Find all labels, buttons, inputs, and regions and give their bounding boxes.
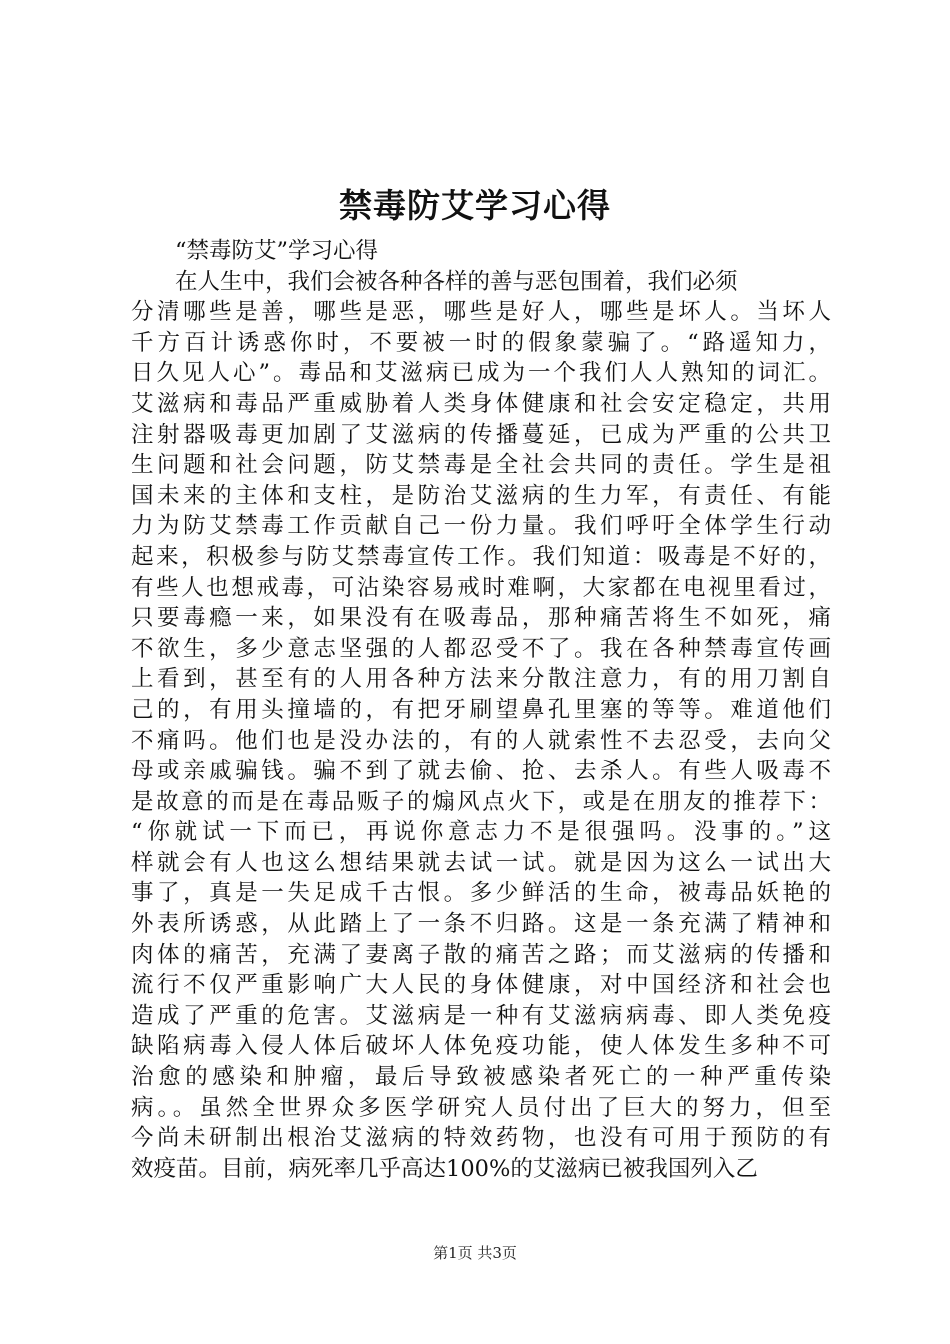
document-subtitle: “禁毒防艾”学习心得 (175, 238, 379, 264)
paragraph-line: 己的，有用头撞墙的，有把牙刷望鼻孔里塞的等等。难道他们 (131, 696, 831, 723)
paragraph-line: 是故意的而是在毒品贩子的煽风点火下，或是在朋友的推荐下： (131, 788, 831, 815)
paragraph-line: 流行不仅严重影响广大人民的身体健康，对中国经济和社会也 (131, 972, 831, 999)
paragraph-line: 国未来的主体和支柱，是防治艾滋病的生力军，有责任、有能 (131, 482, 831, 509)
document-title: 禁毒防艾学习心得 (339, 186, 611, 225)
paragraph-line: 艾滋病和毒品严重威胁着人类身体健康和社会安定稳定，共用 (131, 390, 831, 417)
paragraph-line: 千方百计诱惑你时，不要被一时的假象蒙骗了。“路遥知力， (131, 329, 831, 356)
paragraph-line: 不痛吗。他们也是没办法的，有的人就索性不去忍受，去向父 (131, 727, 831, 754)
paragraph-line: 治愈的感染和肿瘤，最后导致被感染者死亡的一种严重传染 (131, 1064, 831, 1091)
paragraph-line: 力为防艾禁毒工作贡献自己一份力量。我们呼吁全体学生行动 (131, 513, 831, 540)
paragraph-line: 有些人也想戒毒，可沾染容易戒时难啊，大家都在电视里看过， (131, 574, 831, 601)
paragraph-line: 注射器吸毒更加剧了艾滋病的传播蔓延，已成为严重的公共卫 (131, 421, 831, 448)
paragraph-line: 效疫苗。目前，病死率几乎高达100%的艾滋病已被我国列入乙 (131, 1155, 758, 1182)
paragraph-line: 事了，真是一失足成千古恨。多少鲜活的生命，被毒品妖艳的 (131, 880, 831, 907)
paragraph-line: 分清哪些是善，哪些是恶，哪些是好人，哪些是坏人。当坏人 (131, 299, 831, 326)
paragraph-line: 外表所诱惑，从此踏上了一条不归路。这是一条充满了精神和 (131, 911, 831, 938)
document-body (131, 236, 831, 1184)
paragraph-line: 生问题和社会问题，防艾禁毒是全社会共同的责任。学生是祖 (131, 452, 831, 479)
paragraph-line: 上看到，甚至有的人用各种方法来分散注意力，有的用刀割自 (131, 666, 831, 693)
paragraph-line: 不欲生，多少意志坚强的人都忍受不了。我在各种禁毒宣传画 (131, 635, 831, 662)
paragraph-line: 病。。虽然全世界众多医学研究人员付出了巨大的努力，但至 (131, 1094, 831, 1121)
paragraph-line: 肉体的痛苦，充满了妻离子散的痛苦之路；而艾滋病的传播和 (131, 941, 831, 968)
paragraph-line: 只要毒瘾一来，如果没有在吸毒品，那种痛苦将生不如死，痛 (131, 605, 831, 632)
paragraph-line: 母或亲戚骗钱。骗不到了就去偷、抢、去杀人。有些人吸毒不 (131, 758, 831, 785)
paragraph-line: 起来，积极参与防艾禁毒宣传工作。我们知道：吸毒是不好的， (131, 543, 831, 570)
paragraph-line: 造成了严重的危害。艾滋病是一种有艾滋病病毒、即人类免疫 (131, 1002, 831, 1029)
page-footer: 第1页 共3页 (433, 1244, 517, 1262)
paragraph-line: 在人生中，我们会被各种各样的善与恶包围着，我们必须 (175, 268, 738, 295)
paragraph-line: 样就会有人也这么想结果就去试一试。就是因为这么一试出大 (131, 849, 831, 876)
paragraph-line: 今尚未研制出根治艾滋病的特效药物，也没有可用于预防的有 (131, 1125, 831, 1152)
paragraph-line: 缺陷病毒入侵人体后破坏人体免疫功能，使人体发生多种不可 (131, 1033, 831, 1060)
paragraph-line: 日久见人心”。毒品和艾滋病已成为一个我们人人熟知的词汇。 (131, 360, 831, 387)
paragraph-line: “你就试一下而已，再说你意志力不是很强吗。没事的。”这 (131, 819, 831, 846)
